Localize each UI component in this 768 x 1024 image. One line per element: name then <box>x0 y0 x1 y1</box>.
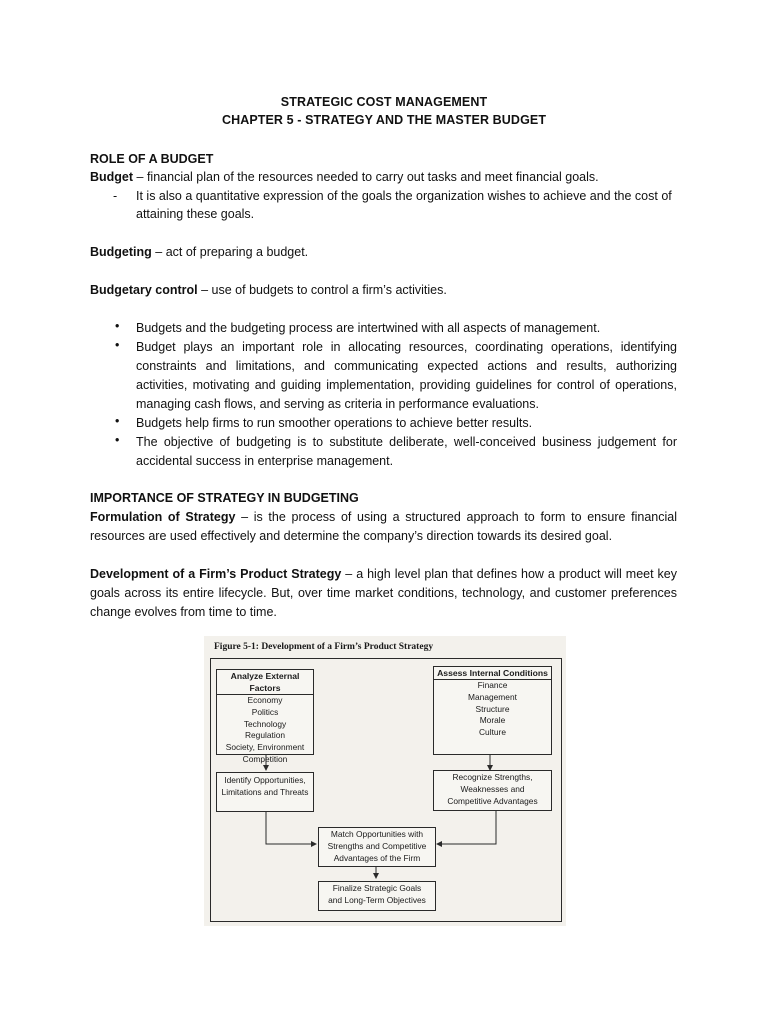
finalize-line: Finalize Strategic Goals <box>332 883 422 893</box>
bullet-3-line1: Budgets help firms to run smoother operations to achieve better results. <box>136 416 533 430</box>
document-title: STRATEGIC COST MANAGEMENT <box>280 95 488 109</box>
bullet-2-line1: Budget plays an important role in allocating resources, coordinating operations, identifying <box>136 340 677 354</box>
opportunities-line: Limitations and Threats <box>221 786 309 797</box>
external-factors-title: Analyze External Factors <box>217 670 313 695</box>
development-line3: change evolves from time to time. <box>90 605 277 619</box>
development-line2: goals across its entire lifecycle. But, over time market conditions, technology, and customer preferences <box>90 586 677 600</box>
control-term: Budgetary control <box>90 283 198 297</box>
formulation-line2: resources are used effectively and determine the company’s direction towards its desired goal. <box>90 529 613 543</box>
control-definition <box>90 281 447 300</box>
match-line: Strengths and Competitive <box>327 840 427 851</box>
budgeting-definition <box>90 243 308 262</box>
bullet-icon: • <box>115 414 120 428</box>
internal-item: Structure <box>475 703 510 714</box>
finalize-line: and Long-Term Objectives <box>328 894 426 905</box>
bullet-icon: • <box>115 338 120 352</box>
role-heading: ROLE OF A BUDGET <box>90 152 214 166</box>
budgeting-term: Budgeting <box>90 245 152 259</box>
internal-conditions-title: Assess Internal Conditions <box>434 667 551 680</box>
external-item: Regulation <box>244 730 286 741</box>
arrow-opportunities-to-match <box>266 810 316 844</box>
development-term: Development of a Firm’s Product Strategy <box>90 567 342 581</box>
budget-def-text: – financial plan of the resources needed to carry out tasks and meet financial goals. <box>133 170 599 184</box>
development-line1 <box>90 565 677 584</box>
chapter-title: CHAPTER 5 - STRATEGY AND THE MASTER BUDGET <box>221 113 547 127</box>
arrow-strengths-to-match <box>437 810 496 844</box>
bullet-1-line1: Budgets and the budgeting process are intertwined with all aspects of management. <box>136 321 601 335</box>
bullet-icon: • <box>115 433 120 447</box>
bullet-4-line1: The objective of budgeting is to substitute deliberate, well-conceived business judgement for <box>136 435 677 449</box>
budget-sub-line1: It is also a quantitative expression of the goals the organization wishes to achieve and the cost of <box>136 189 672 203</box>
formulation-term: Formulation of Strategy <box>90 510 236 524</box>
bullet-2-line2: constraints and limitations, and communicating expected actions and results, authorizing <box>136 359 677 373</box>
bullet-2-line3: activities, motivating and guiding implementation, providing guidelines for control of operations, <box>136 378 677 392</box>
internal-item: Culture <box>479 727 506 738</box>
opportunities-box <box>216 772 314 812</box>
external-item: Competition <box>242 753 288 764</box>
strengths-line: Competitive Advantages <box>447 795 538 806</box>
external-item: Technology <box>243 718 287 729</box>
strategy-heading: IMPORTANCE OF STRATEGY IN BUDGETING <box>90 491 359 505</box>
internal-item: Management <box>468 691 517 702</box>
budget-sub-line2: attaining these goals. <box>136 207 255 221</box>
budgeting-def-text: – act of preparing a budget. <box>151 245 309 259</box>
strengths-line: Recognize Strengths, <box>452 772 533 782</box>
product-strategy-figure <box>204 636 566 926</box>
budget-term: Budget <box>90 170 134 184</box>
formulation-def-l1: – is the process of using a structured approach to form to ensure financial <box>235 510 677 524</box>
budget-definition <box>90 168 599 187</box>
external-item: Politics <box>251 706 279 717</box>
sub-dash: - <box>113 189 118 203</box>
match-line: Match Opportunities with <box>330 829 424 839</box>
match-box <box>318 827 436 867</box>
control-def-text: – use of budgets to control a firm’s activities. <box>197 283 447 297</box>
formulation-line1 <box>90 508 677 527</box>
bullet-icon: • <box>115 319 120 333</box>
strengths-box <box>433 770 552 811</box>
finalize-box <box>318 881 436 911</box>
internal-item: Morale <box>479 715 506 726</box>
internal-conditions-box <box>433 666 552 755</box>
bullet-4-line2: accidental success in enterprise management. <box>136 454 394 468</box>
external-factors-box <box>216 669 314 764</box>
development-def-l1: – a high level plan that defines how a product will meet key <box>341 567 677 581</box>
match-line: Advantages of the Firm <box>333 852 421 863</box>
opportunities-line: Identify Opportunities, <box>224 775 306 785</box>
bullet-2-line4: managing cash flows, and serving as criteria in performance evaluations. <box>136 397 539 411</box>
strengths-line: Weaknesses and <box>460 783 525 794</box>
internal-item: Finance <box>477 680 508 690</box>
external-item: Society, Environment <box>225 742 305 753</box>
figure-caption: Figure 5-1: Development of a Firm’s Product Strategy <box>214 642 434 652</box>
external-item: Economy <box>247 695 283 705</box>
